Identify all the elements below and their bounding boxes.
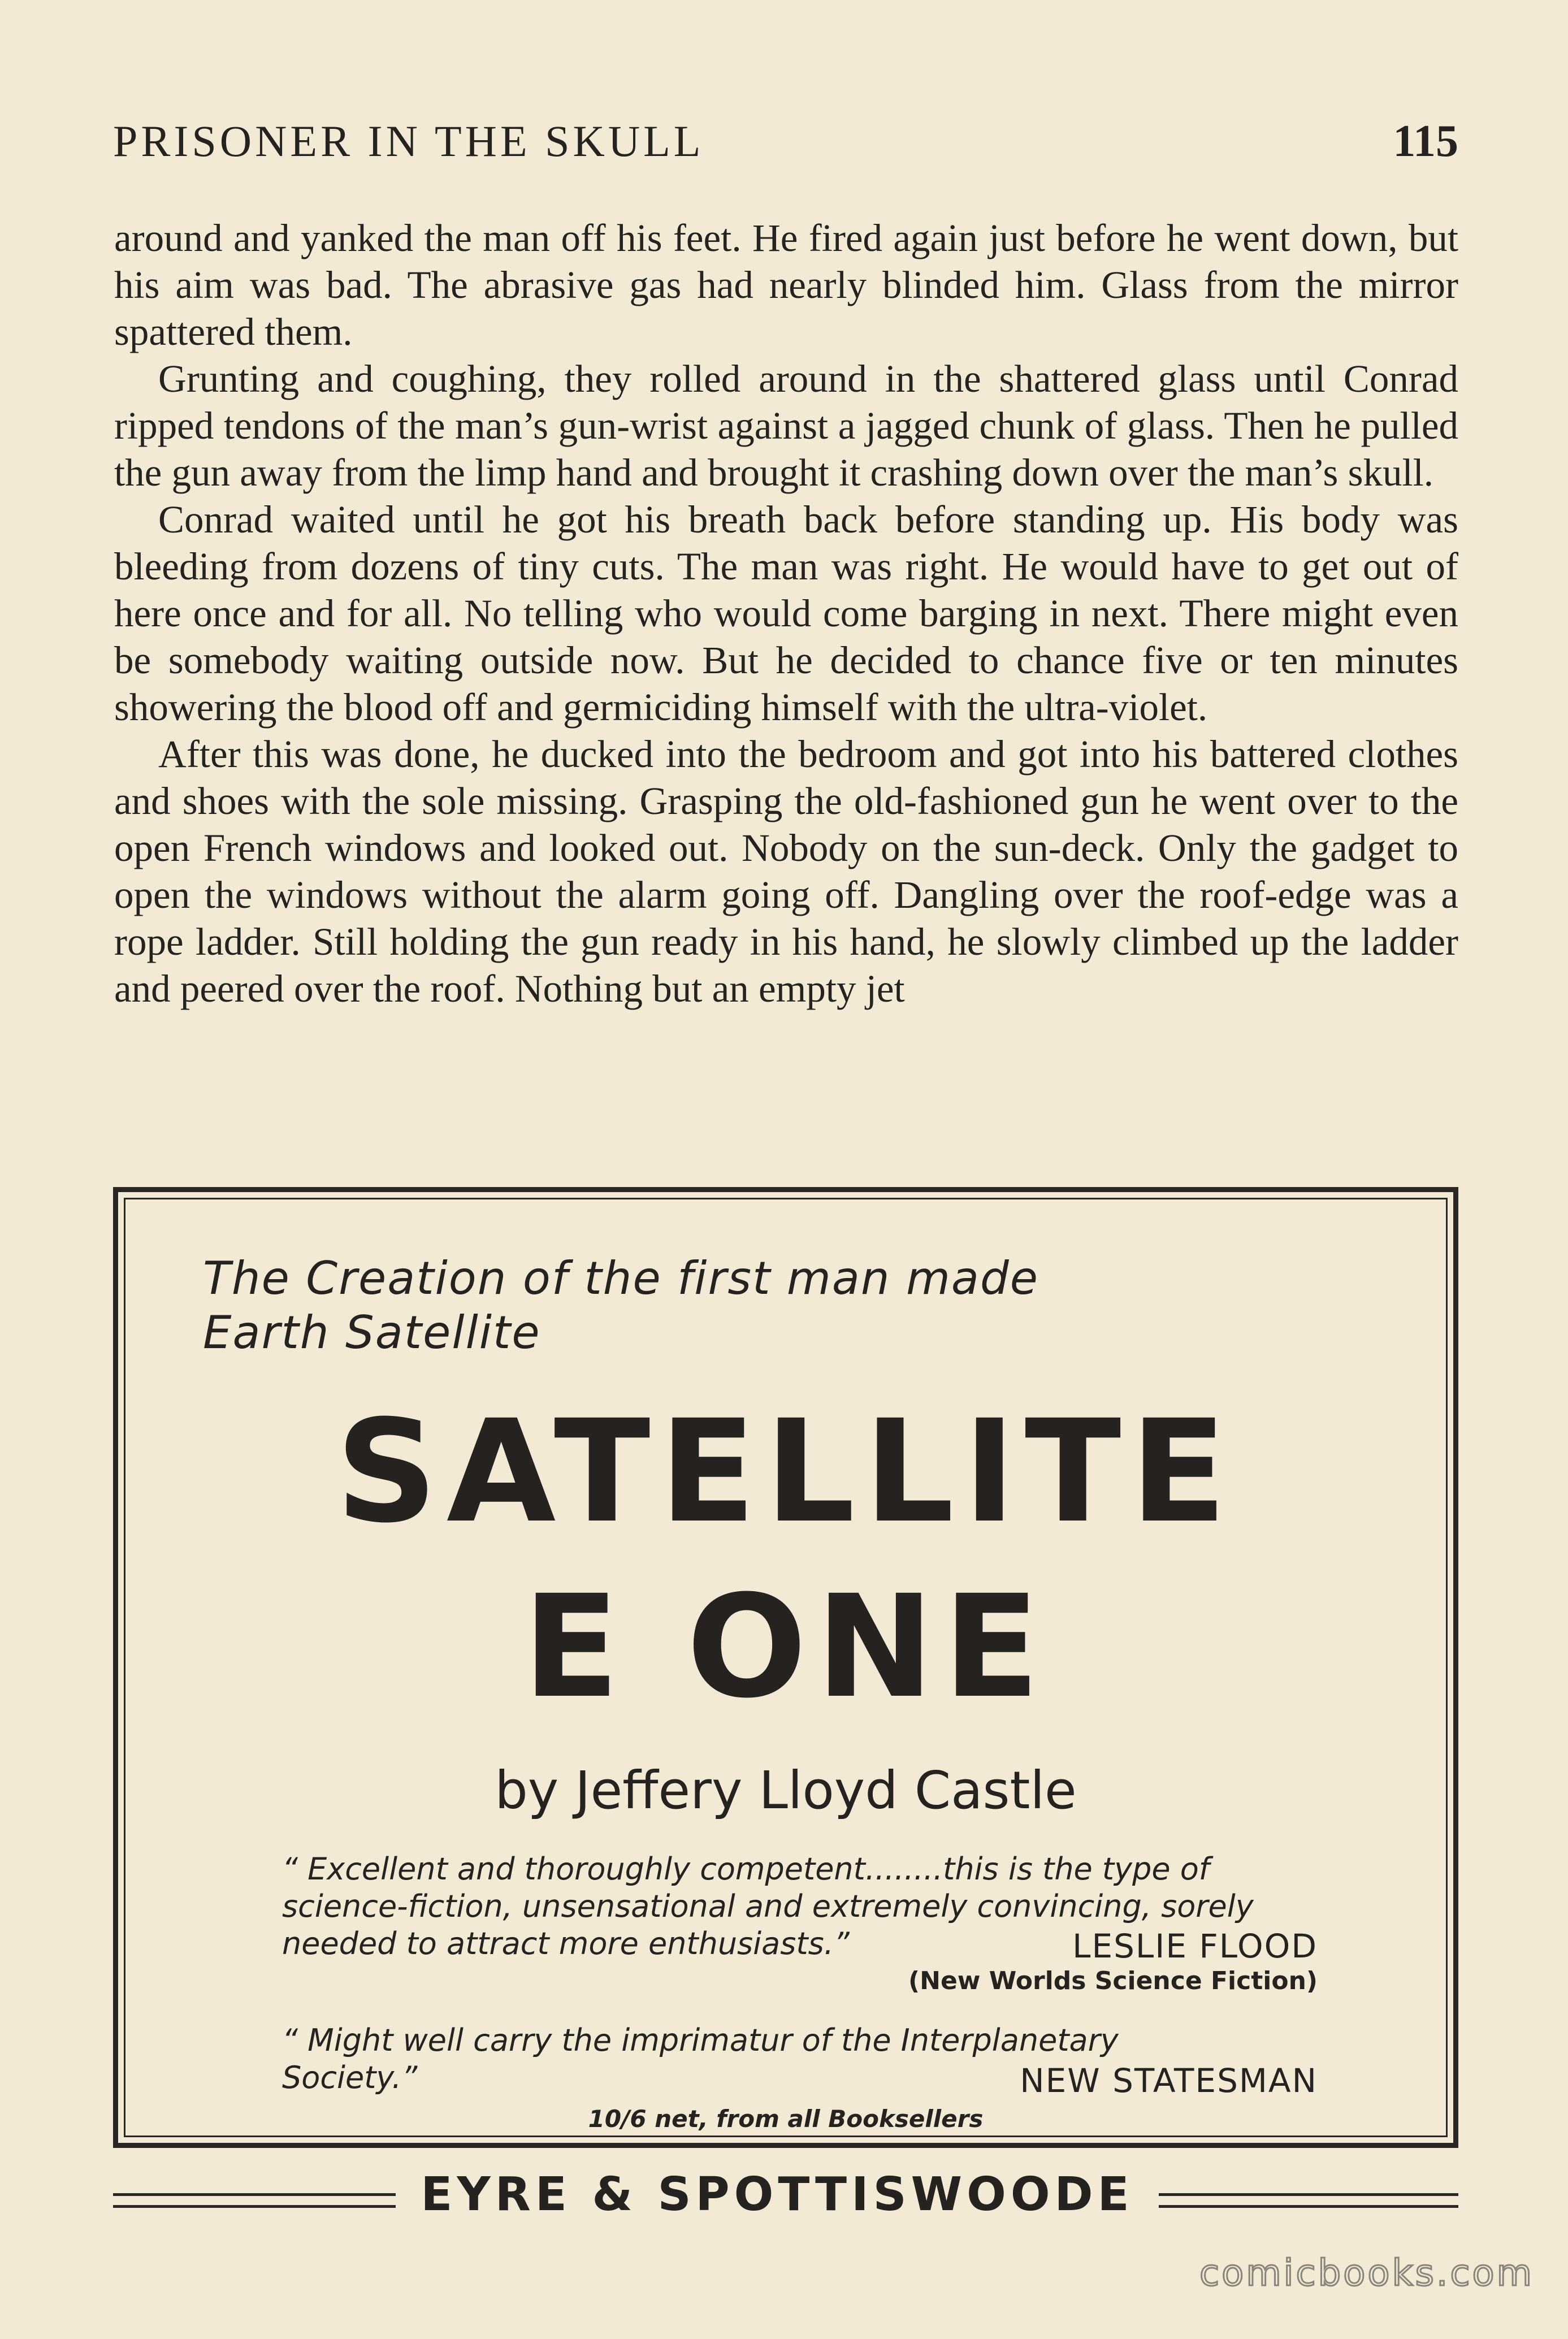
paragraph: Grunting and coughing, they rolled around in the shattered glass until Conrad ripped tendons of the man’s gun-wrist against a jagged chunk of glass. Then he pulled the gun away from the limp hand and brought it crashing down over the man’s skull.	[114, 357, 1458, 494]
running-header	[113, 116, 1458, 172]
paragraph: After this was done, he ducked into the bedroom and got into his battered clothes and shoes with the sole missing. Grasping the old-fashioned gun he went over to the open French windows and looked out. Nobody on the sun-deck. Only the gadget to open the windows without the alarm going off. Dangling over the roof-edge was a rope ladder. Still holding the gun ready in his hand, he slowly climbed up the ladder and peered over the roof. Nothing but an empty jet	[114, 733, 1458, 1010]
ad-book-title: E ONE	[522, 1565, 1049, 1729]
quote-attribution: LESLIE FLOOD	[1072, 1927, 1318, 1965]
ad-tagline-line: Earth Satellite	[203, 1306, 541, 1359]
publisher-rule	[1159, 2193, 1458, 2208]
quote-line: needed to attract more enthusiasts.”	[282, 1926, 850, 1961]
ad-book-title: SATELLITE	[335, 1389, 1236, 1554]
running-title: PRISONER IN THE SKULL	[113, 116, 704, 166]
advertisement-box	[113, 1187, 1458, 2148]
ad-tagline-line: The Creation of the first man made	[203, 1252, 1039, 1305]
quote-line: “ Might well carry the imprimatur of the Interplanetary	[282, 2022, 1119, 2058]
paragraph: around and yanked the man off his feet. He fired again just before he went down, but his aim was bad. The abrasive gas had nearly blinded him. Glass from the mirror spattered them.	[114, 216, 1458, 353]
quote-attribution: NEW STATESMAN	[1020, 2061, 1318, 2100]
quote-line: “ Excellent and thoroughly competent........this is the type of	[282, 1851, 1210, 1887]
story-text	[114, 215, 1458, 1012]
quote-source: (New Worlds Science Fiction)	[908, 1967, 1318, 1995]
paragraph: Conrad waited until he got his breath back before standing up. His body was bleeding from dozens of tiny cuts. The man was right. He would have to get out of here once and for all. No telling who would come barging in next. There might even be somebody waiting outside now. But he decided to chance five or ten minutes showering the blood off and germiciding himself with the ultra-violet.	[114, 498, 1458, 729]
watermark: comicbooks.com	[1199, 2253, 1534, 2294]
ad-tagline	[203, 1251, 1220, 1360]
publisher-rule	[113, 2193, 396, 2208]
quote-line: Society.”	[282, 2060, 418, 2095]
ad-price: 10/6 net, from all Booksellers	[588, 2105, 984, 2133]
quote-line: science-fiction, unsensational and extremely convincing, sorely	[282, 1888, 1254, 1924]
publisher-name: EYRE & SPOTTISWOODE	[421, 2168, 1134, 2221]
page-number: 115	[1393, 116, 1458, 166]
ad-author: by Jeffery Lloyd Castle	[495, 1760, 1077, 1821]
